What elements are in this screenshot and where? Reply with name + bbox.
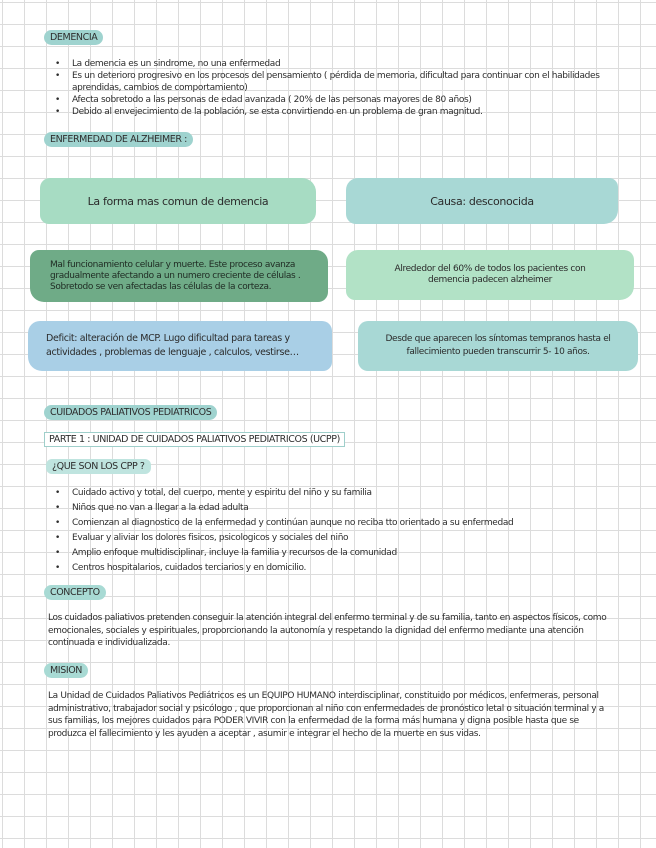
card-forma-comun: La forma mas comun de demencia: [40, 178, 316, 224]
list-item: • Centros hospitalarios, cuidados terciarios y en domicilio.: [50, 561, 620, 576]
mision-heading: MISION: [44, 663, 88, 678]
card-alrededor: Alrededor del 60% de todos los pacientes con demencia padecen alzheimer: [346, 250, 634, 300]
list-item: • Debido al envejecimiento de la población, se esta convirtiendo en un problema de gran magnitud.: [50, 106, 610, 118]
mision-text: La Unidad de Cuidados Paliativos Pediátricos es un EQUIPO HUMANO interdisciplinar, constituido por médicos, enfermeras, personal administrativo, trabajador social y psicólogo , que proporcionan al niño con enfermedades de pronóstico letal o situación terminal y a sus familias, los mejores cuidados para PODER VIVIR con la enfermedad de la forma más humana y digna posible hasta que se produzca el fallecimiento y les ayuden a aceptar , asumir e integrar el hecho de la muerte en sus vidas.: [48, 691, 604, 739]
card-causa: Causa: desconocida: [346, 178, 618, 224]
demencia-list: [50, 58, 610, 118]
alzheimer-heading: ENFERMEDAD DE ALZHEIMER :: [44, 132, 193, 147]
list-item: • Cuidado activo y total, del cuerpo, mente y espiritu del niño y su familia: [50, 486, 620, 501]
que-son-heading: ¿QUE SON LOS CPP ?: [46, 459, 151, 474]
list-item: • Es un deterioro progresivo en los procesos del pensamiento ( pérdida de memoria, dificultad para continuar con el habilidades aprendidas, cambios de comportamiento): [50, 70, 610, 94]
card-desde: Desde que aparecen los síntomas tempranos hasta el fallecimiento pueden transcurrir 5- 10 años.: [358, 321, 638, 371]
demencia-heading: DEMENCIA: [44, 30, 103, 45]
concepto-heading: CONCEPTO: [44, 585, 106, 600]
list-item: • La demencia es un sindrome, no una enfermedad: [50, 58, 610, 70]
concepto-text: Los cuidados paliativos pretenden conseguir la atención integral del enfermo terminal y de su familia, tanto en aspectos físicos, como emocionales, sociales y espirituales, proporcionando la autonomía y respetando la dignidad del enfermo mediante una atención continuada e individualizada.: [48, 613, 607, 648]
card-deficit: Deficit: alteración de MCP. Lugo dificultad para tareas y actividades , problemas de lenguaje , calculos, vestirse…: [28, 321, 332, 371]
cpp-list: [50, 486, 620, 576]
cuidados-heading: CUIDADOS PALIATIVOS PEDIATRICOS: [44, 405, 217, 420]
parte-heading: PARTE 1 : UNIDAD DE CUIDADOS PALIATIVOS PEDIATRICOS (UCPP): [44, 432, 345, 447]
card-mal-funcionamiento: Mal funcionamiento celular y muerte. Este proceso avanza gradualmente afectando a un numero creciente de células . Sobretodo se ven afectadas las células de la corteza.: [30, 250, 328, 302]
list-item: • Afecta sobretodo a las personas de edad avanzada ( 20% de las personas mayores de 80 años): [50, 94, 610, 106]
list-item: • Evaluar y aliviar los dolores fisicos, psicologicos y sociales del niño: [50, 531, 620, 546]
list-item: • Comienzan al diagnostico de la enfermedad y continúan aunque no reciba tto orientado a su enfermedad: [50, 516, 620, 531]
list-item: • Amplio enfoque multidisciplinar, incluye la familia y recursos de la comunidad: [50, 546, 620, 561]
list-item: • Niños que no van a llegar a la edad adulta: [50, 501, 620, 516]
